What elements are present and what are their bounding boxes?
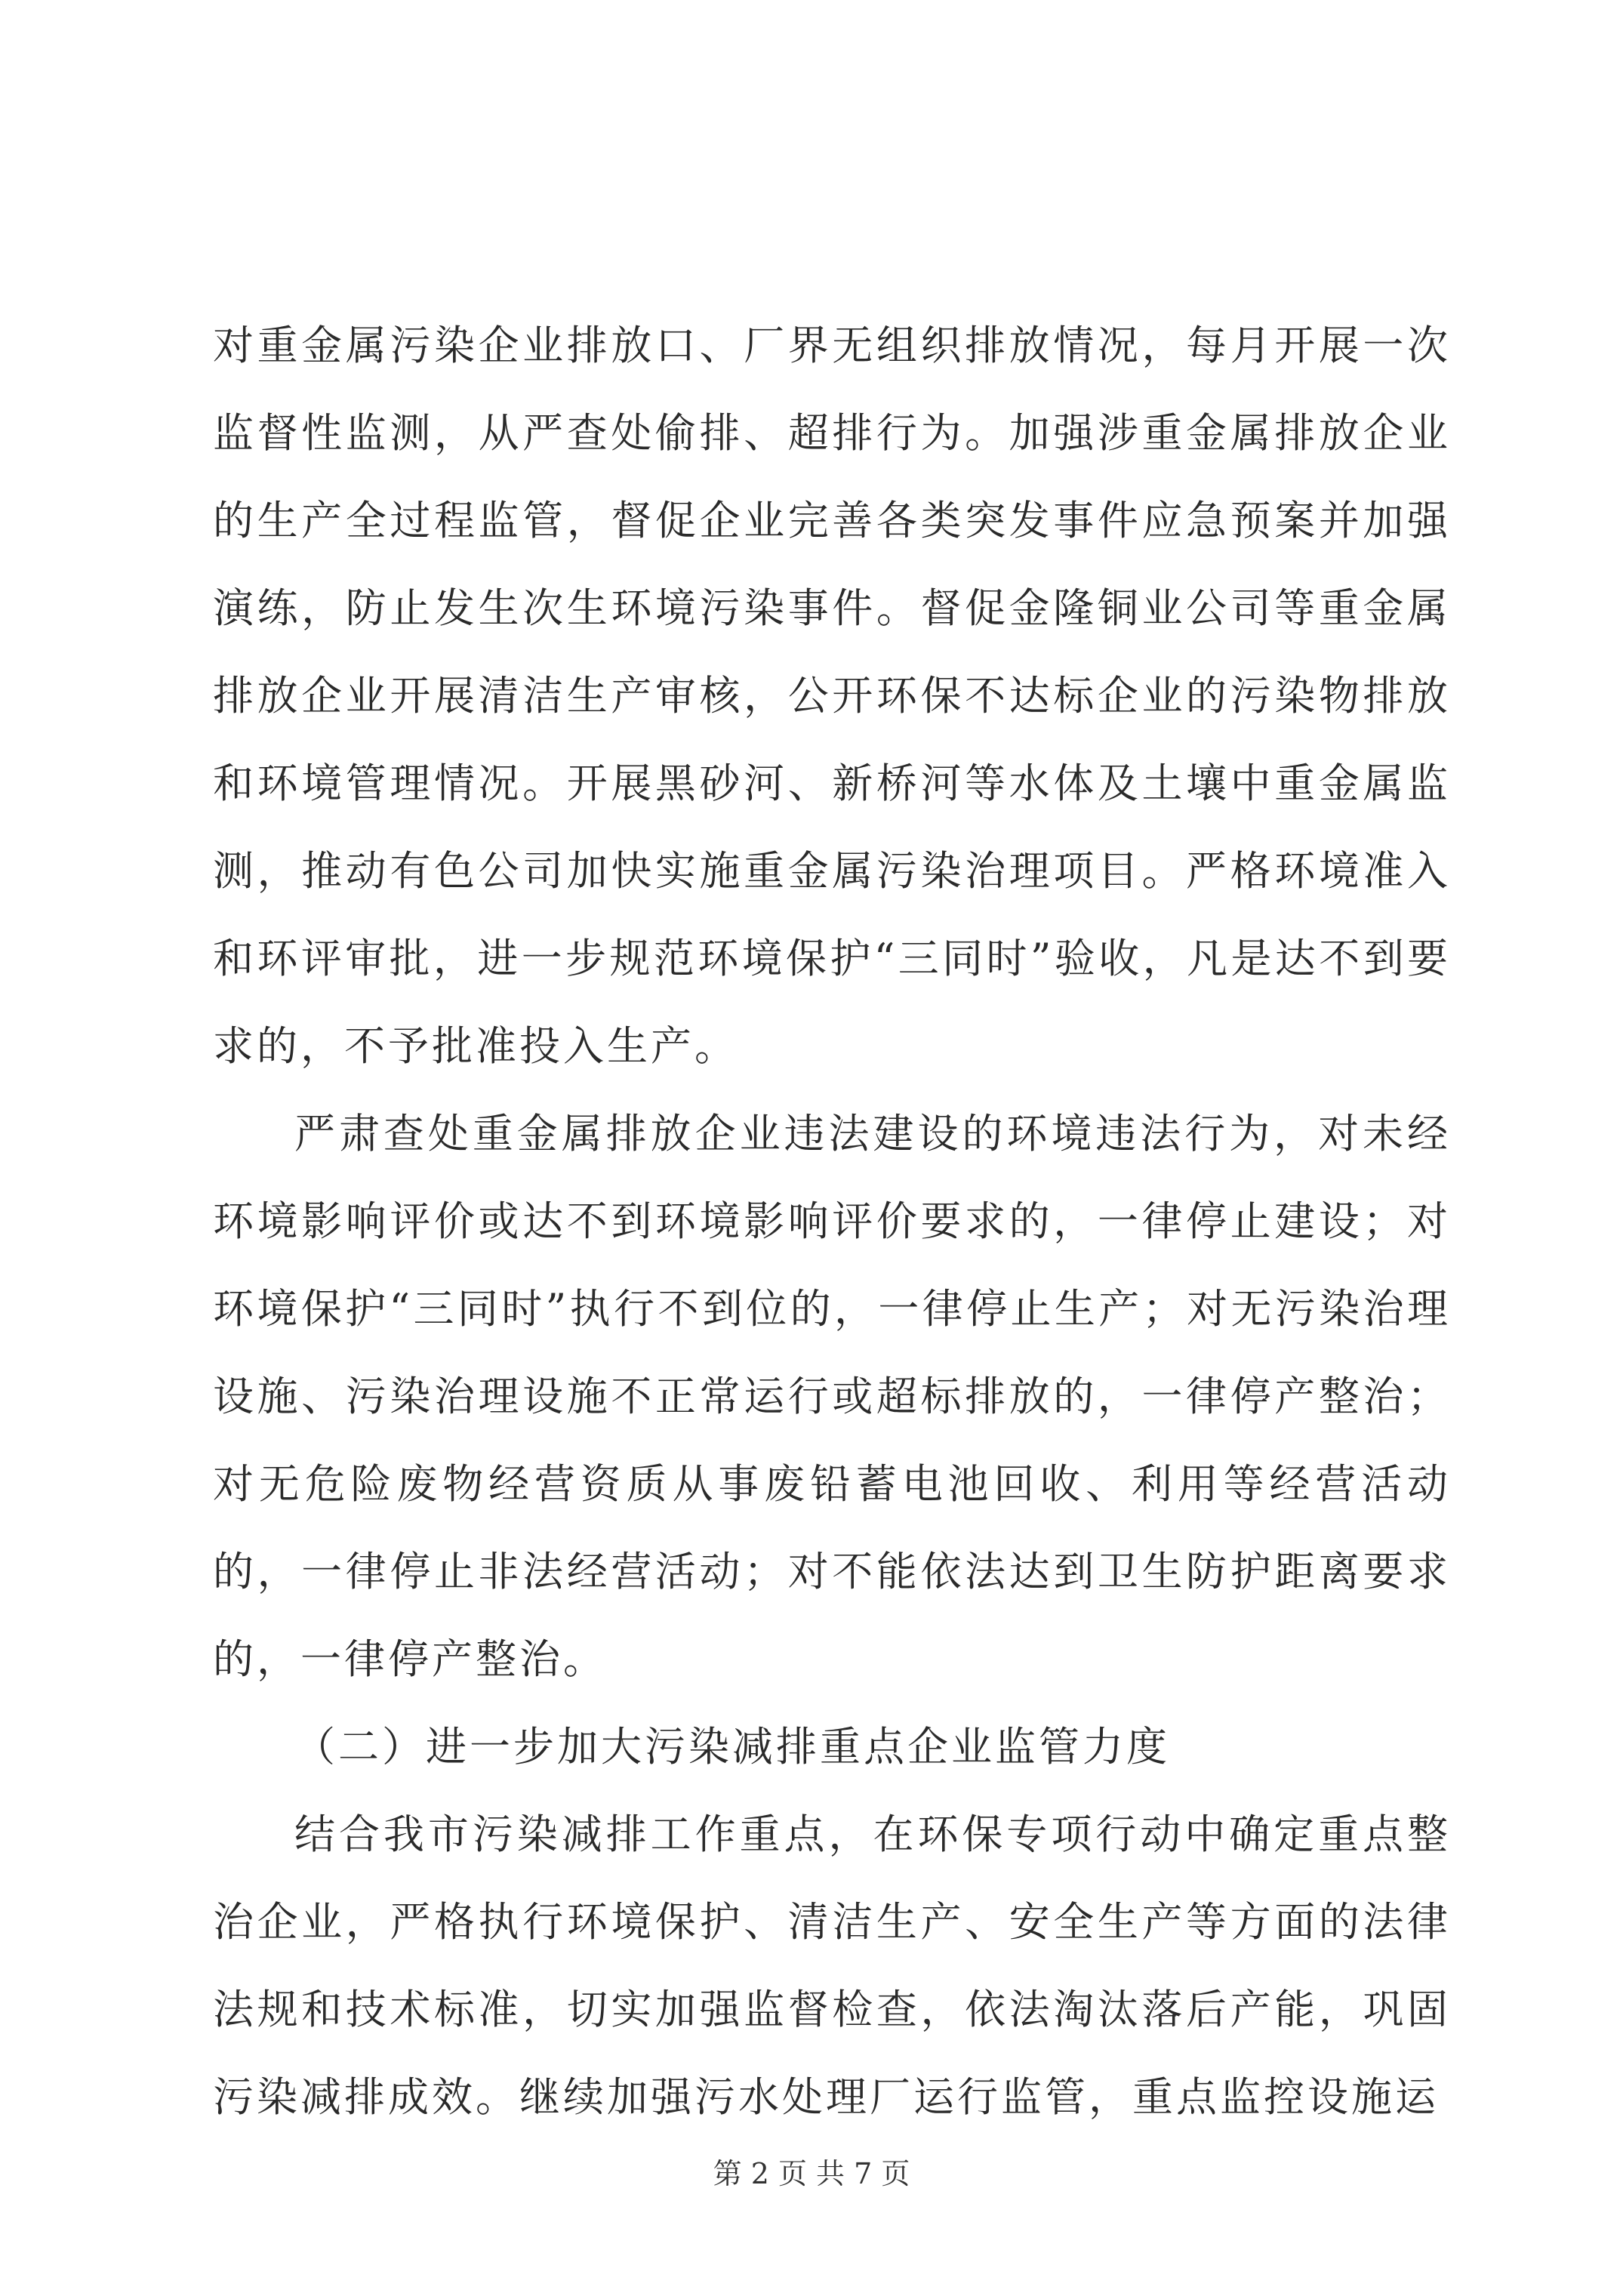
page-footer: 第 2 页 共 7 页 — [713, 2157, 910, 2190]
paragraph-3: 结合我市污染减排工作重点，在环保专项行动中确定重点整治企业，严格执行环境保护、清洁生产、安全生产等方面的法律法规和技术标准，切实加强监督检查，依法淘汰落后产能，巩固污染减排成效。继续加强污水处理厂运行监管，重点监控设施运 — [213, 1811, 1451, 2121]
section-heading: （二）进一步加大污染减排重点企业监管力度 — [294, 1723, 1170, 1771]
paragraph-1: 对重金属污染企业排放口、厂界无组织排放情况，每月开展一次监督性监测，从严查处偷排、超排行为。加强涉重金属排放企业的生产全过程监管，督促企业完善各类突发事件应急预案并加强演练，防止发生次生环境污染事件。督促金隆铜业公司等重金属排放企业开展清洁生产审核，公开环保不达标企业的污染物排放和环境管理情况。开展黑砂河、新桥河等水体及土壤中重金属监测，推动有色公司加快实施重金属污染治理项目。严格环境准入和环评审批，进一步规范环境保护“三同时”验收，凡是达不到要求的，不予批准投入生产。 — [213, 322, 1451, 1070]
body-text — [213, 302, 1451, 2141]
paragraph-2: 严肃查处重金属排放企业违法建设的环境违法行为，对未经环境影响评价或达不到环境影响评价要求的，一律停止建设；对环境保护“三同时”执行不到位的，一律停止生产；对无污染治理设施、污染治理设施不正常运行或超标排放的，一律停产整治；对无危险废物经营资质从事废铅蓄电池回收、利用等经营活动的，一律停止非法经营活动；对不能依法达到卫生防护距离要求的，一律停产整治。 — [213, 1110, 1451, 1683]
